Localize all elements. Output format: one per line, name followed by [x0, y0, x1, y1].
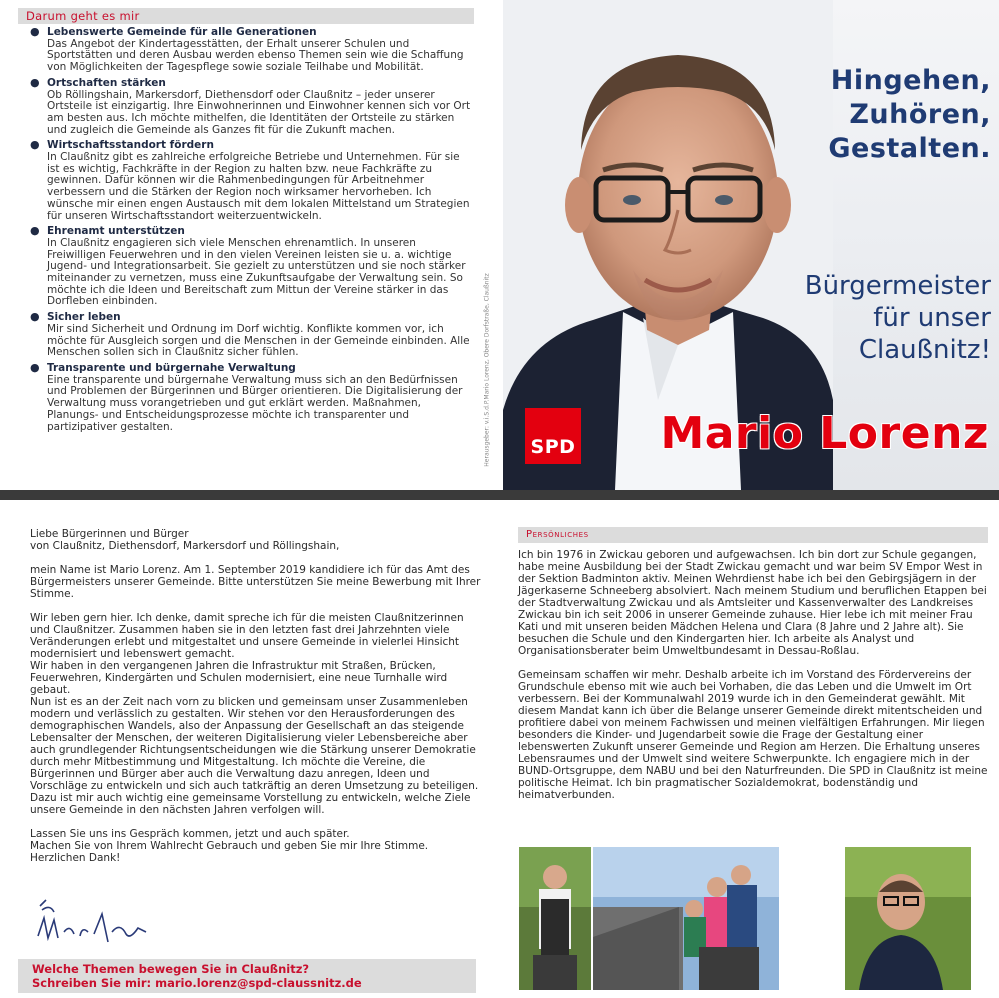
letter-paragraph: Wir leben gern hier. Ich denke, damit spreche ich für die meisten Claußnitzerinnen und Claußnitzer. Zusammen haben sie in den letzten fast drei Jahrzehnten viele Veränderungen erlebt und mitgestaltet und unsere Gemeinde in vielerlei Hinsicht modernisiert und lebenswert gemacht. — [30, 612, 464, 660]
bullet-icon: ● — [30, 75, 40, 89]
hero-panel — [503, 0, 999, 490]
bullet-icon: ● — [30, 310, 40, 324]
contact-box — [18, 959, 476, 993]
topic-text: Mir sind Sicherheit und Ordnung im Dorf wichtig. Konflikte kommen vor, ich möchte für Ausgleich sorgen und die Menschen in der Gemeinde einbinden. Alle Menschen sollen sich in Claußnitz sicher fühlen. — [47, 322, 470, 359]
topic-item — [30, 360, 474, 433]
letter-paragraph: Nun ist es an der Zeit nach vorn zu blicken und gemeinsam unser Zusammenleben modern und verlässlich zu gestalten. Wir stehen vor den Herausforderungen des demographischen Wandels, also der Anpassung der Gesellschaft an das steigende Lebensalter der Menschen, der weiteren Digitalisierung vieler Lebensbereiche aber auch grundlegender Richtungsentscheidungen wie die Stärkung unserer Demokratie durch mehr Mitbestimmung und Mitgestaltung. Ich möchte die Vereine, die Bürgerinnen und Bürger aber auch die Verwaltung dazu anregen, Ideen und Vorschläge zu entwickeln und sich auch tatkräftig an deren Umsetzung zu beteiligen. Dazu ist mir auch wichtig eine gemeinsame Vorstellung zu entwickeln, welche Ziele unsere Gemeinde in den nächsten Jahren verfolgen will. — [30, 696, 479, 816]
topic-title: Sicher leben — [47, 311, 121, 324]
signature — [34, 896, 154, 956]
letter-intro: mein Name ist Mario Lorenz. Am 1. September 2019 kandidiere ich für das Amt des Bürgermeisters unserer Gemeinde. Bitte unterstützen Sie meine Bewerbung mit Ihrer Stimme. — [30, 564, 481, 600]
spd-logo: SPD — [525, 408, 581, 464]
personal-paragraph: Gemeinsam schaffen wir mehr. Deshalb arbeite ich im Vorstand des Fördervereins der Grundschule ebenso mit wie auch bei Vorhaben, die das Leben und die Umwelt im Ort verbessern. Bei der Kommunalwahl 2019 wurde ich in den Gemeinderat gewählt. Mit diesem Mandat kann ich über die Belange unserer Gemeinde direkt mitentscheiden und profitiere dabei von meinem Fachwissen und meinen vielfältigen Erfahrungen. Mir liegen besonders die Kinder- und Jugendarbeit sowie die Frage der Gestaltung einer lebenswerten Zukunft unserer Gemeinde und Region am Herzen. Die Erhaltung unseres Lebensraumes und der Umwelt sind weitere Schwerpunkte. Ich engagiere mich in der BUND-Ortsgruppe, dem NABU und bei den Naturfreunden. Die SPD in Claußnitz ist meine politische Heimat. Ich bin pragmatischer Sozialdemokrat, bodenständig und heimatverbunden. — [518, 669, 988, 801]
claim-line: für unser — [873, 303, 991, 333]
slogan — [828, 64, 991, 166]
letter-closing: Machen Sie von Ihrem Wahlrecht Gebrauch und geben Sie mir Ihre Stimme. — [30, 840, 429, 852]
bullet-icon: ● — [30, 138, 40, 152]
slogan-line: Zuhören, — [849, 99, 991, 130]
topic-item — [30, 27, 474, 74]
slogan-line: Hingehen, — [830, 65, 991, 96]
topics-section — [18, 8, 474, 437]
letter-closing: Lassen Sie uns ins Gespräch kommen, jetzt und auch später. — [30, 828, 350, 840]
contact-question: Welche Themen bewegen Sie in Claußnitz? — [32, 962, 310, 976]
bullet-icon: ● — [30, 224, 40, 238]
claim-line: Bürgermeister — [804, 271, 991, 301]
topic-text: Ob Röllingshain, Markersdorf, Diethensdorf oder Claußnitz – jeder unserer Ortsteile ist einzigartig. Ihre Einwohnerinnen und Einwohner kennen sich vor Ort am besten aus. Ich möchte mithelfen, die Identitäten der Ortsteile zu stärken und zugleich die Gemeinde als Ganzes fit für die Zukunft machen. — [47, 88, 471, 136]
topic-title: Ortschaften stärken — [47, 76, 166, 89]
slogan-line: Gestalten. — [828, 133, 991, 164]
topic-title: Transparente und bürgernahe Verwaltung — [47, 361, 296, 374]
topic-item — [30, 75, 474, 137]
topic-text: In Claußnitz engagieren sich viele Menschen ehrenamtlich. In unseren Freiwilligen Feuerwehren und in den vielen Vereinen leisten sie u. a. wichtige Jugend- und Integrationsarbeit. Sie gezielt zu unterstützen und sie noch stärker miteinander zu vernetzen, muss eine Zukunftsaufgabe der Verwaltung sein. So möchte ich die Ideen und Bereitschaft zum Mittun der Vereine stärker in das Dorfleben einbinden. — [47, 236, 466, 308]
topic-item — [30, 226, 474, 308]
letter-section — [30, 528, 486, 876]
candidacy-claim — [805, 270, 991, 366]
imprint-note — [474, 270, 500, 470]
bullet-icon: ● — [30, 360, 40, 374]
topic-item — [30, 312, 474, 359]
photo-strip — [519, 847, 971, 990]
topic-title: Ehrenamt unterstützen — [47, 225, 185, 238]
photo-portrait — [845, 847, 971, 990]
topic-list — [18, 27, 474, 433]
personal-section — [518, 527, 988, 813]
letter-paragraph: Wir haben in den vergangenen Jahren die Infrastruktur mit Straßen, Brücken, Feuerwehren, Kindergärten und Schulen modernisiert, eine neue Turnhalle wird gebaut. — [30, 660, 448, 696]
letter-salutation: von Claußnitz, Diethensdorf, Markersdorf und Röllingshain, — [30, 540, 340, 552]
imprint-text: Herausgeber: v.i.S.d.P.Mario Lorenz, Obere Dorfstraße, Claußnitz — [483, 273, 491, 467]
letter-salutation: Liebe Bürgerinnen und Bürger — [30, 528, 189, 540]
topics-header: Darum geht es mir — [18, 8, 474, 24]
claim-line: Claußnitz! — [858, 335, 991, 365]
topic-title: Lebenswerte Gemeinde für alle Generationen — [47, 26, 317, 38]
letter-closing: Herzlichen Dank! — [30, 852, 121, 864]
contact-email[interactable]: Schreiben Sie mir: mario.lorenz@spd-claussnitz.de — [32, 976, 362, 990]
topic-text: Eine transparente und bürgernahe Verwaltung muss sich an den Bedürfnissen und Problemen der Bürgerinnen und Bürger orientieren. Die Digitalisierung der Verwaltung muss vorangetrieben und gut erklärt werden. Maßnahmen, Planungs- und Entscheidungsprozesse möchte ich transparenter und partizipativer gestalten. — [47, 373, 463, 433]
photo-grill — [519, 847, 591, 990]
topic-text: In Claußnitz gibt es zahlreiche erfolgreiche Betriebe und Unternehmen. Für sie ist es wichtig, Fachkräfte in der Region zu halten bzw. neue Fachkräfte zu gewinnen. Dafür können wir die Rahmenbedingungen für Arbeitnehmer verbessern und die Stärken der Region noch wirksamer hervorheben. Ich wünsche mir einen engen Austausch mit dem lokalen Mittelstand um Strategien für unseren Wirtschaftsstandort weiterzuentwickeln. — [47, 151, 470, 222]
photo-family — [593, 847, 779, 990]
personal-header: Persönliches — [518, 527, 988, 543]
topic-text: Das Angebot der Kindertagesstätten, der Erhalt unserer Schulen und Sportstätten und deren Ausbau werden ebenso Themen sein wie die Schaffung von Möglichkeiten der Tagespflege sowie soziale Teilhabe und Mobilität. — [47, 37, 464, 74]
bullet-icon: ● — [30, 25, 40, 38]
topic-title: Wirtschaftsstandort fördern — [47, 139, 214, 152]
topic-item — [30, 140, 474, 222]
page-divider — [0, 490, 999, 500]
personal-paragraph: Ich bin 1976 in Zwickau geboren und aufgewachsen. Ich bin dort zur Schule gegangen, habe meine Ausbildung bei der Stadt Zwickau gemacht und war beim SV Empor West in der Sektion Badminton aktiv. Meinen Wehrdienst habe ich bei den Gebirgsjägern in der Jägerkaserne Schneeberg absolviert. Nach meinem Studium und beruflichen Etappen bei der Stadtverwaltung Zwickau und als Amtsleiter und Kassenverwalter des Landkreises Zwickau bin ich seit 2006 in unserer Gemeinde zuhause. Hier lebe ich mit meiner Frau Kati und mit unseren beiden Mädchen Helena und Clara (8 Jahre und 2 Jahre alt). Sie besuchen die Schule und den Kindergarten hier. Ich arbeite als Analyst und Organisationsberater beim Umweltbundesamt in Dessau-Roßlau. — [518, 549, 987, 657]
candidate-name: Mario Lorenz — [660, 408, 989, 459]
